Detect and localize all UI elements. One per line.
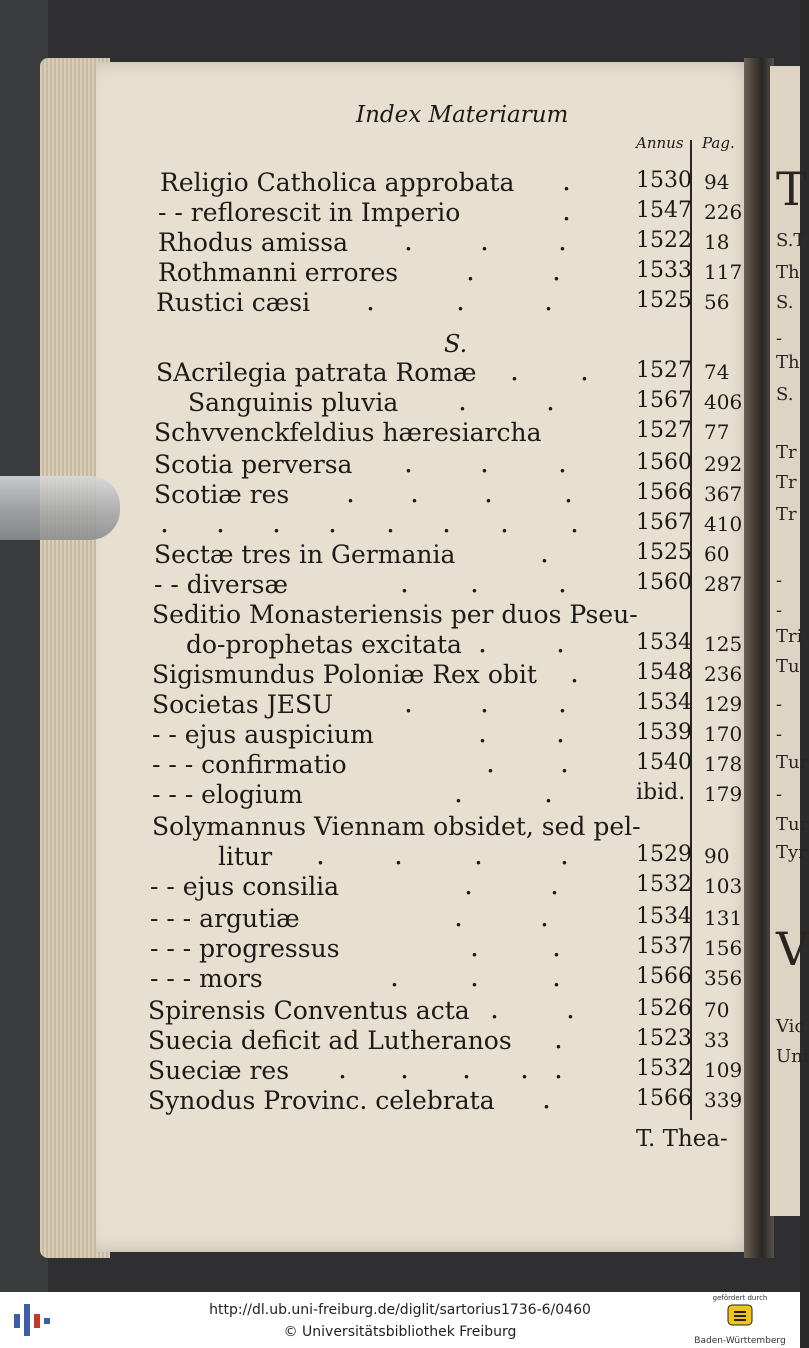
leader-dot: .: [560, 746, 569, 779]
sponsor-logo: [690, 1294, 790, 1346]
entry-label: - - - elogium: [152, 780, 303, 809]
entry-year: 1529: [636, 842, 692, 867]
leader-dot: .: [556, 716, 565, 749]
entry-page: 406: [704, 390, 743, 414]
leader-dot: .: [456, 284, 465, 317]
leader-dot: .: [540, 900, 549, 933]
entry-year: 1540: [636, 750, 692, 775]
facing-page-fragment: -: [776, 328, 783, 349]
leader-dot: .: [404, 224, 413, 257]
index-entry: [0, 686, 760, 720]
leader-dot: .: [464, 868, 473, 901]
entry-page: 60: [704, 542, 730, 566]
leader-dot: .: [556, 626, 565, 659]
leader-dot: .: [400, 1052, 409, 1085]
leader-dot: .: [410, 476, 419, 509]
leader-dot: .: [470, 960, 479, 993]
entry-year: 1566: [636, 1086, 692, 1111]
entry-page: 77: [704, 420, 730, 444]
entry-year: 1560: [636, 570, 692, 595]
entry-page: 367: [704, 482, 743, 506]
entry-label: SAcrilegia patrata Romæ: [156, 358, 477, 387]
facing-page-fragment: S.: [776, 384, 794, 405]
leader-dot: .: [570, 506, 579, 539]
facing-page-fragment: -: [776, 570, 783, 591]
sponsor-name: Baden-Württemberg: [694, 1336, 786, 1346]
entry-year: 1534: [636, 904, 692, 929]
leader-dot: .: [484, 476, 493, 509]
index-entry: [0, 600, 760, 630]
entry-page: 170: [704, 722, 743, 746]
index-entry: [0, 384, 760, 418]
leader-dot: .: [466, 254, 475, 287]
leader-dot: .: [480, 224, 489, 257]
sponsor-caption: gefördert durch: [712, 1294, 768, 1302]
leader-dot: .: [554, 1052, 563, 1085]
index-entry: [0, 254, 760, 288]
index-entry: [0, 716, 760, 750]
leader-dot: .: [500, 506, 509, 539]
leader-dot: .: [458, 384, 467, 417]
leader-dot: .: [540, 536, 549, 569]
index-entry: [0, 776, 760, 810]
facing-page-fragment: Th: [776, 262, 800, 283]
entry-label: - - reflorescit in Imperio: [158, 198, 461, 227]
entry-year: 1532: [636, 1056, 692, 1081]
leader-dot: .: [454, 776, 463, 809]
entry-label: Sigismundus Poloniæ Rex obit: [152, 660, 537, 689]
facing-page-fragment: S.: [776, 292, 794, 313]
entry-label: Societas JESU: [152, 690, 334, 719]
leader-dot: .: [552, 254, 561, 287]
entry-year: 1525: [636, 288, 692, 313]
leader-dot: .: [474, 838, 483, 871]
entry-label: Sueciæ res: [148, 1056, 290, 1085]
entry-page: 356: [704, 966, 743, 990]
index-entry: [0, 1022, 760, 1056]
facing-page-fragment: S.T: [776, 230, 806, 251]
leader-dot: .: [552, 930, 561, 963]
facing-page-fragment: -: [776, 784, 783, 805]
index-entry: [0, 1052, 760, 1086]
entry-year: 1525: [636, 540, 692, 565]
index-entry: [0, 992, 760, 1026]
entry-year: 1567: [636, 510, 692, 535]
leader-dot: .: [562, 164, 571, 197]
facing-page-fragment: Th: [776, 352, 800, 373]
index-entry: [0, 746, 760, 780]
index-entry: [0, 354, 760, 388]
entry-year: 1533: [636, 258, 692, 283]
entry-label: Sectæ tres in Germania: [154, 540, 456, 569]
facing-page-fragment: Tr: [776, 504, 797, 525]
entry-label: - - - confirmatio: [152, 750, 347, 779]
entry-label: Sanguinis pluvia: [188, 388, 399, 417]
facing-page-fragment: -: [776, 694, 783, 715]
leader-dot: .: [442, 506, 451, 539]
entry-year: 1560: [636, 450, 692, 475]
index-entry: [0, 812, 760, 842]
entry-page: 33: [704, 1028, 730, 1052]
facing-page: [770, 66, 809, 1216]
entry-label: - - - argutiæ: [150, 904, 300, 933]
index-entry: [0, 868, 760, 902]
leader-dot: .: [552, 960, 561, 993]
leader-dot: .: [562, 194, 571, 227]
index-entry: [0, 656, 760, 690]
facing-page-fragment: Tur: [776, 752, 809, 773]
leader-dot: .: [404, 446, 413, 479]
entry-page: 226: [704, 200, 743, 224]
leader-dot: .: [462, 1052, 471, 1085]
entry-year: 1566: [636, 964, 692, 989]
document-url[interactable]: http://dl.ub.uni-freiburg.de/diglit/sartorius1736-6/0460: [209, 1302, 591, 1318]
facing-page-fragment: -: [776, 600, 783, 621]
leader-dot: .: [386, 506, 395, 539]
entry-year: 1526: [636, 996, 692, 1021]
index-entry: [0, 566, 760, 600]
facing-page-fragment: Tyr: [776, 842, 807, 863]
entry-year: 1534: [636, 630, 692, 655]
index-entry: [0, 930, 760, 964]
entry-label: Schvvenckfeldius hæresiarcha: [154, 418, 542, 447]
index-entry: [0, 960, 760, 994]
entry-page: 156: [704, 936, 743, 960]
index-entry: [0, 626, 760, 660]
entry-page: 292: [704, 452, 743, 476]
entry-year: ibid.: [636, 780, 686, 805]
entry-page: 131: [704, 906, 743, 930]
entry-label: - - - mors: [150, 964, 263, 993]
leader-dot: .: [542, 1082, 551, 1115]
entry-label: Suecia deficit ad Lutheranos: [148, 1026, 512, 1055]
leader-dot: .: [558, 566, 567, 599]
entry-year: 1527: [636, 418, 692, 443]
leader-dot: .: [558, 224, 567, 257]
entry-page: 103: [704, 874, 743, 898]
coat-of-arms-icon: [725, 1303, 755, 1327]
leader-dot: .: [216, 506, 225, 539]
index-entry: [0, 1082, 760, 1116]
leader-dot: .: [544, 284, 553, 317]
leader-dot: .: [570, 656, 579, 689]
entry-page: 109: [704, 1058, 743, 1082]
entry-label: - - ejus auspicium: [152, 720, 374, 749]
leader-dot: .: [546, 384, 555, 417]
index-entry: [0, 838, 760, 872]
section-letter: S.: [444, 330, 468, 358]
leader-dot: .: [544, 776, 553, 809]
entry-label: Synodus Provinc. celebrata: [148, 1086, 495, 1115]
entry-year: 1548: [636, 660, 692, 685]
entry-label: Solymannus Viennam obsidet, sed pel-: [152, 812, 641, 841]
leader-dot: .: [558, 446, 567, 479]
entry-page: 179: [704, 782, 743, 806]
column-header-annus: Annus: [636, 134, 684, 152]
facing-page-fragment: Tr: [776, 472, 797, 493]
entry-year: 1522: [636, 228, 692, 253]
leader-dot: .: [394, 838, 403, 871]
facing-page-fragment: -: [776, 724, 783, 745]
entry-year: 1530: [636, 168, 692, 193]
entry-page: 18: [704, 230, 730, 254]
entry-page: 117: [704, 260, 743, 284]
leader-dot: .: [478, 716, 487, 749]
index-entry: [0, 476, 760, 510]
catchword: T. Thea-: [636, 1126, 728, 1152]
entry-label: - - - progressus: [150, 934, 340, 963]
entry-year: 1532: [636, 872, 692, 897]
leader-dot: .: [490, 992, 499, 1025]
facing-page-fragment: Uni: [776, 1046, 809, 1067]
entry-page: 74: [704, 360, 730, 384]
facing-page-fragment: Vic: [776, 1016, 805, 1037]
facing-page-fragment: Tri: [776, 626, 803, 647]
leader-dot: .: [390, 960, 399, 993]
running-head: Index Materiarum: [356, 102, 569, 128]
entry-label: do-prophetas excitata: [186, 630, 462, 659]
index-entry: [0, 164, 760, 198]
facing-page-fragment: Tu: [776, 656, 800, 677]
entry-label: Rhodus amissa: [158, 228, 349, 257]
leader-dot: .: [558, 686, 567, 719]
leader-dot: .: [338, 1052, 347, 1085]
entry-page: 125: [704, 632, 743, 656]
leader-dot: .: [520, 1052, 529, 1085]
leader-dot: .: [564, 476, 573, 509]
entry-label: Spirensis Conventus acta: [148, 996, 470, 1025]
entry-year: 1567: [636, 388, 692, 413]
copyright: © Universitätsbibliothek Freiburg: [283, 1324, 517, 1340]
entry-label: - - ejus consilia: [150, 872, 340, 901]
facing-page-fragment: V: [776, 922, 809, 976]
entry-year: 1534: [636, 690, 692, 715]
leader-dot: .: [272, 506, 281, 539]
entry-page: 287: [704, 572, 743, 596]
leader-dot: .: [160, 506, 169, 539]
column-header-pag: Pag.: [702, 134, 735, 152]
entry-label: Seditio Monasteriensis per duos Pseu-: [152, 600, 638, 629]
entry-year: 1527: [636, 358, 692, 383]
index-entry: [0, 284, 760, 318]
leader-dot: .: [404, 686, 413, 719]
entry-year: 1523: [636, 1026, 692, 1051]
entry-label: Rothmanni errores: [158, 258, 399, 287]
leader-dot: .: [328, 506, 337, 539]
index-entry: [0, 446, 760, 480]
index-entry: [0, 418, 760, 448]
leader-dot: .: [470, 566, 479, 599]
entry-year: 1539: [636, 720, 692, 745]
entry-page: 70: [704, 998, 730, 1022]
entry-page: 90: [704, 844, 730, 868]
leader-dot: .: [510, 354, 519, 387]
leader-dot: .: [580, 354, 589, 387]
entry-year: 1566: [636, 480, 692, 505]
entry-page: 178: [704, 752, 743, 776]
facing-page-fragment: Tur: [776, 814, 809, 835]
leader-dot: .: [550, 868, 559, 901]
facing-page-fragment: Tr: [776, 442, 797, 463]
leader-dot: .: [554, 1022, 563, 1055]
leader-dot: .: [480, 446, 489, 479]
entry-label: - - diversæ: [154, 570, 288, 599]
index-entry: [0, 224, 760, 258]
facing-page-fragment: T: [776, 162, 807, 216]
entry-page: 339: [704, 1088, 743, 1112]
leader-dot: .: [454, 900, 463, 933]
leader-dot: .: [560, 838, 569, 871]
viewer-footer: [0, 1292, 800, 1348]
entry-label: Rustici cæsi: [156, 288, 311, 317]
entry-page: 56: [704, 290, 730, 314]
leader-dot: .: [316, 838, 325, 871]
leader-dot: .: [486, 746, 495, 779]
leader-dot: .: [566, 992, 575, 1025]
entry-page: 129: [704, 692, 743, 716]
leader-dot: .: [480, 686, 489, 719]
entry-page: 236: [704, 662, 743, 686]
leader-dot: .: [470, 930, 479, 963]
entry-year: 1537: [636, 934, 692, 959]
entry-year: 1547: [636, 198, 692, 223]
entry-label: Religio Catholica approbata: [160, 168, 515, 197]
index-entry: [0, 536, 760, 570]
index-entry: [0, 900, 760, 934]
index-entry: [0, 194, 760, 228]
entry-label: litur: [218, 842, 273, 871]
leader-dot: .: [346, 476, 355, 509]
leader-dot: .: [366, 284, 375, 317]
entry-label: Scotiæ res: [154, 480, 290, 509]
index-entry: [0, 506, 760, 540]
entry-page: 410: [704, 512, 743, 536]
entry-page: 94: [704, 170, 730, 194]
leader-dot: .: [400, 566, 409, 599]
leader-dot: .: [478, 626, 487, 659]
entry-label: Scotia perversa: [154, 450, 353, 479]
